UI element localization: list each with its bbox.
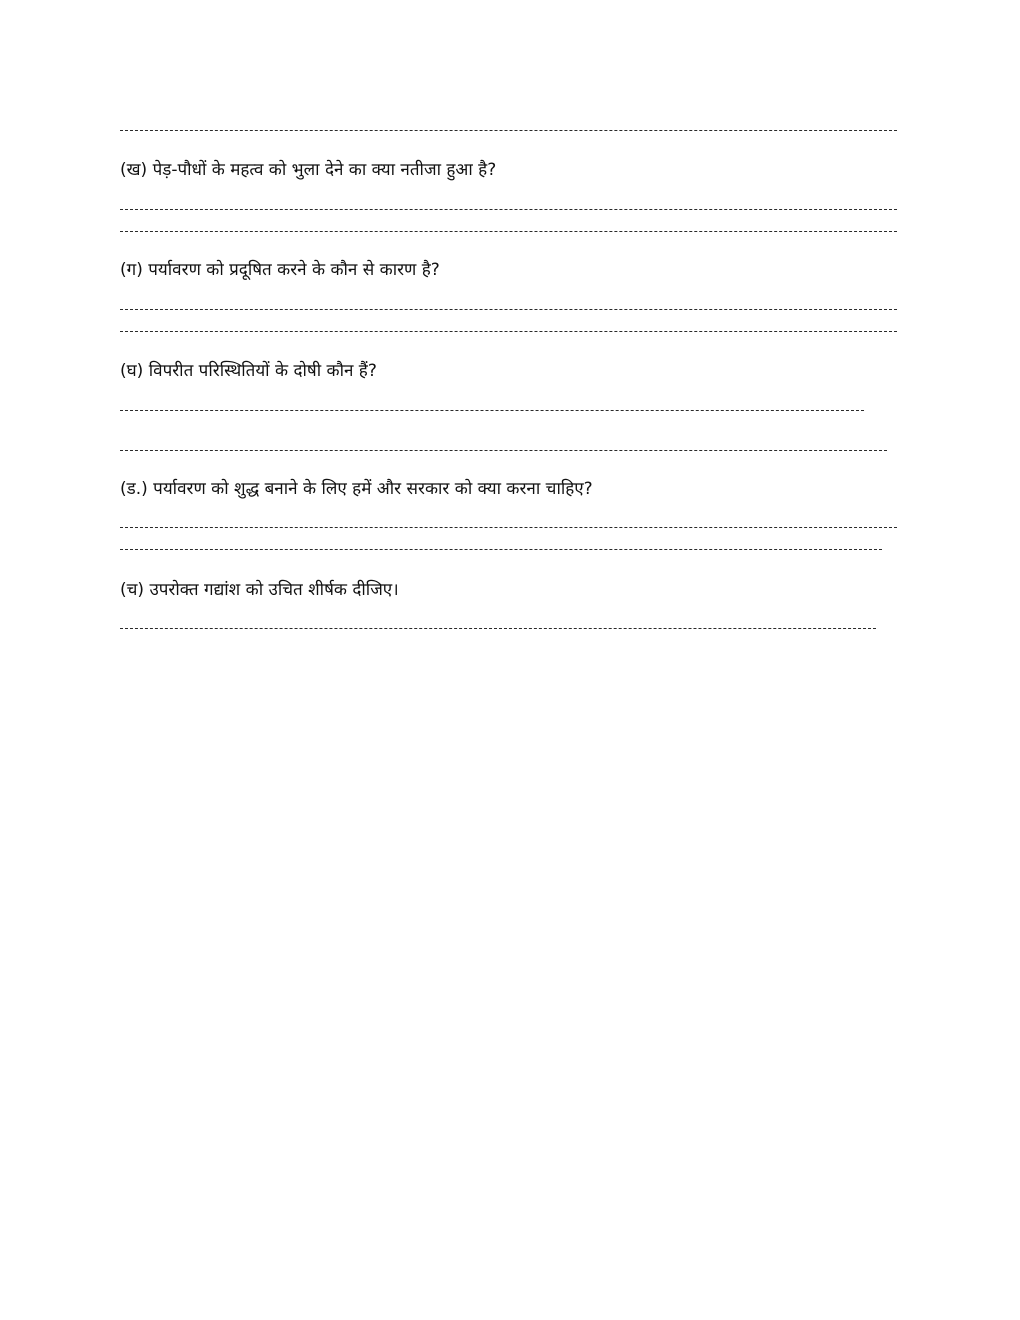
answer-line <box>120 309 897 310</box>
question-ga: (ग) पर्यावरण को प्रदूषित करने के कौन से कारण है? <box>120 260 440 280</box>
answer-line <box>120 527 897 528</box>
question-cha: (च) उपरोक्त गद्यांश को उचित शीर्षक दीजिए। <box>120 580 399 600</box>
answer-line <box>120 331 897 332</box>
answer-line <box>120 628 876 629</box>
question-gha: (घ) विपरीत परिस्थितियों के दोषी कौन हैं? <box>120 361 377 381</box>
question-da: (ड.) पर्यावरण को शुद्ध बनाने के लिए हमें और सरकार को क्या करना चाहिए? <box>120 479 593 499</box>
answer-line <box>120 231 897 232</box>
answer-line <box>120 450 887 451</box>
question-kh: (ख) पेड़-पौधों के महत्व को भुला देने का क्या नतीजा हुआ है? <box>120 160 497 180</box>
answer-line <box>120 410 864 411</box>
answer-line <box>120 130 897 131</box>
answer-line <box>120 549 882 550</box>
answer-line <box>120 209 897 210</box>
